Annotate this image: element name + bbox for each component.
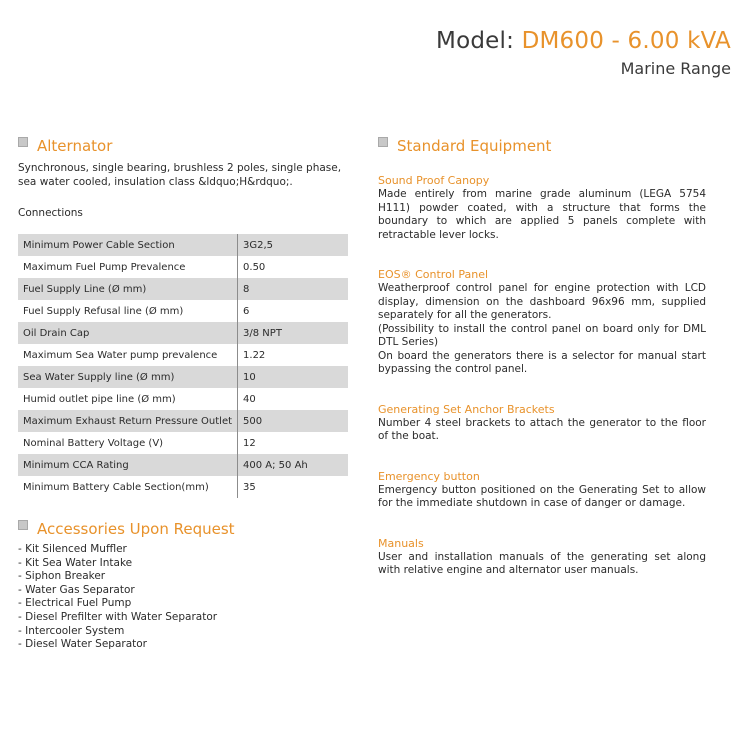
table-row <box>18 256 348 278</box>
connections-label: Connections <box>18 207 83 219</box>
accessories-title: Accessories Upon Request <box>37 520 235 538</box>
standard-equipment-list <box>378 174 706 578</box>
equipment-item-title: Sound Proof Canopy <box>378 174 490 187</box>
section-square-icon <box>18 520 28 530</box>
range-label: Marine Range <box>620 59 731 78</box>
model-value: DM600 - 6.00 kVA <box>521 28 731 54</box>
equipment-item <box>378 403 706 444</box>
list-item: - Diesel Water Separator <box>18 638 147 651</box>
equipment-item-text: Emergency button positioned on the Generating Set to allow for the immediate shutdown in case of danger or damage. <box>378 483 706 509</box>
equipment-item-text: Weatherproof control panel for engine protection with LCD display, dimension on the dashboard 96x96 mm, supplied separately for all the generators. <box>378 282 706 321</box>
spec-label: Sea Water Supply line (Ø mm) <box>18 366 238 388</box>
table-row <box>18 454 348 476</box>
spec-value: 3G2,5 <box>238 234 348 256</box>
spec-value: 0.50 <box>243 261 266 273</box>
spec-value: 500 <box>238 410 348 432</box>
table-row <box>18 476 348 498</box>
equipment-item-title: EOS® Control Panel <box>378 268 489 281</box>
equipment-item <box>378 268 706 377</box>
equipment-item-text: User and installation manuals of the generating set along with relative engine and alternator user manuals. <box>378 550 706 576</box>
table-row <box>18 278 348 300</box>
equipment-item <box>378 174 706 242</box>
equipment-item-title: Generating Set Anchor Brackets <box>378 402 555 416</box>
spec-value: 10 <box>238 366 348 388</box>
spec-label: Humid outlet pipe line (Ø mm) <box>18 388 238 410</box>
spec-value: 12 <box>243 437 256 449</box>
spec-value: 1.22 <box>243 349 266 361</box>
alternator-title: Alternator <box>37 137 113 155</box>
list-item: - Water Gas Separator <box>18 583 135 596</box>
connections-table <box>18 234 348 498</box>
spec-label: Maximum Exhaust Return Pressure Outlet <box>18 410 238 432</box>
table-row <box>18 432 348 454</box>
equipment-item-text: Number 4 steel brackets to attach the generator to the floor of the boat. <box>378 416 706 442</box>
model-label: Model: <box>436 28 515 54</box>
spec-label: Fuel Supply Line (Ø mm) <box>18 278 238 300</box>
equipment-item <box>378 537 706 578</box>
spec-value: 400 A; 50 Ah <box>238 454 348 476</box>
equipment-item <box>378 470 706 511</box>
equipment-item-title: Manuals <box>378 536 424 550</box>
equipment-item-title: Emergency button <box>378 469 480 483</box>
spec-label: Oil Drain Cap <box>18 322 238 344</box>
list-item: - Kit Silenced Muffler <box>18 543 127 555</box>
alternator-description: Synchronous, single bearing, brushless 2 poles, single phase, sea water cooled, insulation class &ldquo;H&rdquo;. <box>18 162 342 188</box>
equipment-item-text: (Possibility to install the control panel on board only for DML DTL Series) <box>378 322 706 348</box>
list-item: - Intercooler System <box>18 624 125 637</box>
accessories-heading <box>18 520 235 538</box>
spec-value: 35 <box>243 481 256 493</box>
standard-equipment-heading <box>378 137 551 155</box>
spec-label: Maximum Sea Water pump prevalence <box>18 344 238 366</box>
table-row <box>18 366 348 388</box>
accessories-list <box>18 543 217 652</box>
model-heading <box>436 28 731 54</box>
list-item: - Diesel Prefilter with Water Separator <box>18 610 218 623</box>
table-row <box>18 410 348 432</box>
standard-equipment-title: Standard Equipment <box>397 137 552 155</box>
spec-value: 3/8 NPT <box>238 322 348 344</box>
spec-label: Maximum Fuel Pump Prevalence <box>18 256 238 278</box>
table-row <box>18 322 348 344</box>
alternator-heading <box>18 137 112 155</box>
table-row <box>18 300 348 322</box>
list-item: - Kit Sea Water Intake <box>18 556 133 569</box>
section-square-icon <box>18 137 28 147</box>
table-row <box>18 234 348 256</box>
list-item: - Siphon Breaker <box>18 570 106 583</box>
equipment-item-text: On board the generators there is a selector for manual start bypassing the control panel. <box>378 349 706 375</box>
list-item: - Electrical Fuel Pump <box>18 597 132 610</box>
table-row <box>18 388 348 410</box>
spec-label: Minimum CCA Rating <box>18 454 238 476</box>
spec-label: Minimum Power Cable Section <box>18 234 238 256</box>
spec-value: 6 <box>243 305 250 317</box>
spec-label: Fuel Supply Refusal line (Ø mm) <box>18 300 238 322</box>
spec-value: 40 <box>243 393 256 405</box>
spec-label: Nominal Battery Voltage (V) <box>18 432 238 454</box>
spec-label: Minimum Battery Cable Section(mm) <box>18 476 238 498</box>
table-row <box>18 344 348 366</box>
equipment-item-text: Made entirely from marine grade aluminum (LEGA 5754 H111) powder coated, with a structure that forms the boundary to which are applied 5 panels complete with retractable lever locks. <box>378 188 706 241</box>
section-square-icon <box>378 137 388 147</box>
spec-value: 8 <box>238 278 348 300</box>
